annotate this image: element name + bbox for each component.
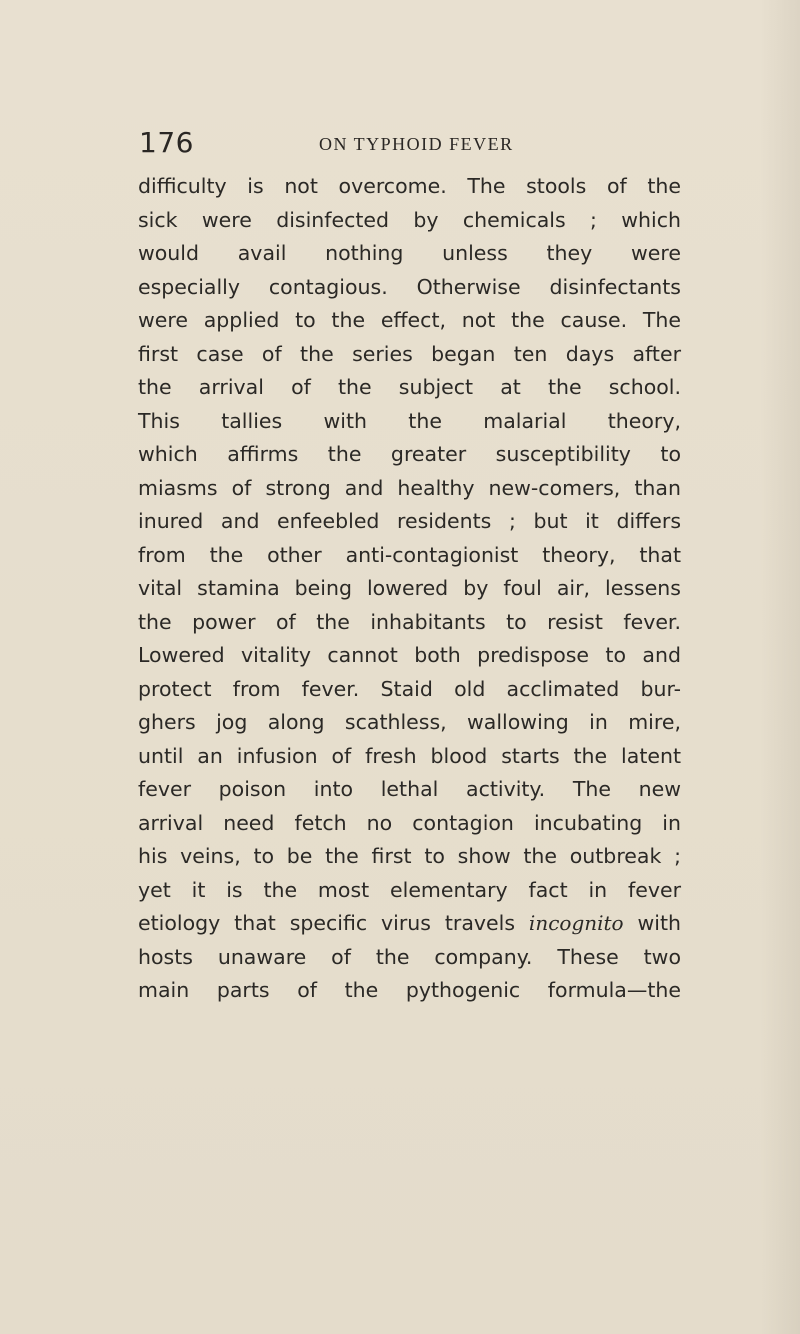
text-line: first case of the series began ten days after	[138, 341, 681, 366]
page-header	[139, 126, 679, 166]
text-line: arrival need fetch no contagion incubating in	[138, 810, 681, 835]
text-line: vital stamina being lowered by foul air, lessens	[138, 576, 681, 600]
text-line: were applied to the effect, not the cause. The	[138, 308, 681, 332]
running-title: ON TYPHOID FEVER	[319, 134, 514, 154]
text-line: Lowered vitality cannot both predispose to and	[138, 643, 681, 667]
text-run: with	[623, 911, 681, 935]
body-paragraph	[138, 170, 681, 1008]
text-line: would avail nothing unless they were	[138, 241, 681, 265]
text-line: miasms of strong and healthy new-comers, than	[138, 475, 681, 500]
page-edge-shadow	[760, 0, 800, 1334]
text-line: This tallies with the malarial theory,	[138, 408, 681, 433]
text-line: inured and enfeebled residents ; but it differs	[138, 509, 681, 533]
text-line: ghers jog along scathless, wallowing in mire,	[138, 710, 681, 734]
text-line: protect from fever. Staid old acclimated bur-	[138, 676, 681, 701]
text-line: difficulty is not overcome. The stools of the	[138, 174, 681, 198]
text-line: until an infusion of fresh blood starts the latent	[138, 743, 681, 768]
text-line: especially contagious. Otherwise disinfectants	[138, 274, 681, 299]
text-line: his veins, to be the first to show the outbreak ;	[138, 844, 681, 868]
text-line: main parts of the pythogenic formula—the	[138, 978, 681, 1002]
text-line: yet it is the most elementary fact in fever	[138, 877, 681, 902]
text-line: sick were disinfected by chemicals ; which	[138, 207, 681, 232]
text-run: etiology that specific virus travels	[138, 911, 529, 935]
italic-term: incognito	[528, 911, 624, 935]
text-line: the arrival of the subject at the school.	[138, 375, 681, 399]
text-line: from the other anti-contagionist theory, that	[138, 542, 681, 567]
page-number: 176	[139, 126, 194, 159]
text-line: fever poison into lethal activity. The new	[138, 777, 681, 801]
text-line: hosts unaware of the company. These two	[138, 944, 681, 969]
text-line: the power of the inhabitants to resist fever.	[138, 609, 681, 634]
text-line: which affirms the greater susceptibility to	[138, 442, 681, 466]
text-line-with-italic	[138, 907, 681, 941]
